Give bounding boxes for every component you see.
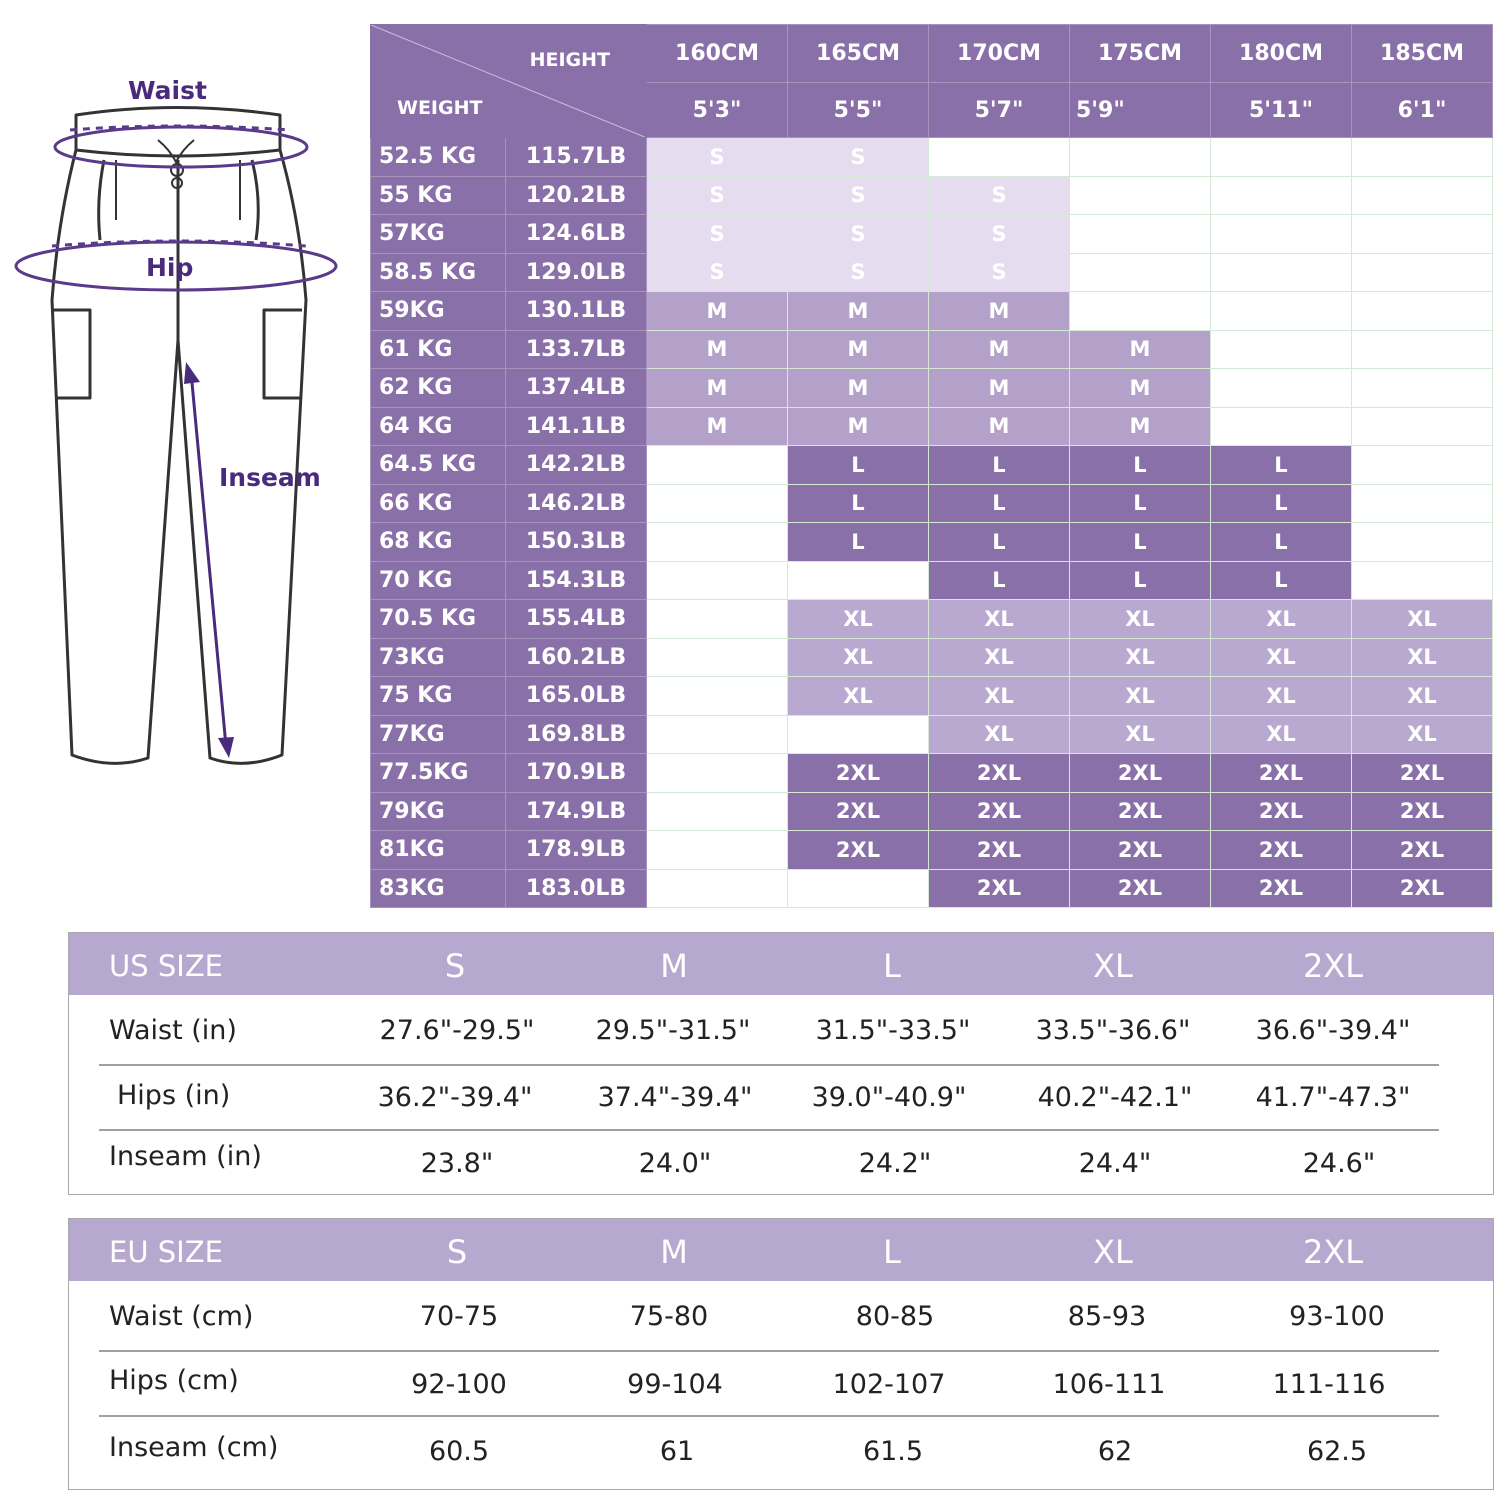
weight-kg: 75 KG	[371, 677, 506, 716]
size-cell: XL	[788, 677, 929, 716]
pants-diagram	[0, 60, 350, 800]
eu-size-col: XL	[1093, 1233, 1133, 1271]
size-cell: L	[1211, 523, 1352, 562]
size-cell	[1211, 176, 1352, 215]
size-cell	[1211, 407, 1352, 446]
us-size-col: XL	[1093, 947, 1133, 985]
size-cell	[1352, 561, 1493, 600]
eu-value: 62	[1097, 1436, 1133, 1467]
eu-value: 111-116	[1272, 1369, 1386, 1400]
weight-kg: 70.5 KG	[371, 600, 506, 639]
size-cell: 2XL	[788, 754, 929, 793]
size-cell: S	[929, 215, 1070, 254]
size-cell	[1211, 369, 1352, 408]
size-cell	[1352, 523, 1493, 562]
size-chart-grid	[370, 24, 1493, 908]
size-cell: L	[929, 484, 1070, 523]
height-ft-header: 5'3"	[647, 83, 788, 138]
weight-kg: 77.5KG	[371, 754, 506, 793]
size-cell: 2XL	[1070, 869, 1211, 908]
us-value: 24.6"	[1302, 1148, 1376, 1179]
height-ft-header: 5'11"	[1211, 83, 1352, 138]
height-cm-header: 160CM	[647, 25, 788, 83]
weight-lb: 130.1LB	[506, 292, 647, 331]
us-value: 40.2"-42.1"	[1037, 1082, 1193, 1113]
grid-row	[371, 484, 1493, 523]
grid-row	[371, 330, 1493, 369]
grid-row	[371, 407, 1493, 446]
size-cell	[1211, 138, 1352, 177]
us-size-col: 2XL	[1302, 947, 1364, 985]
eu-row-label: Inseam (cm)	[109, 1432, 279, 1463]
size-cell: 2XL	[1352, 792, 1493, 831]
size-cell: L	[929, 523, 1070, 562]
weight-kg: 81KG	[371, 831, 506, 870]
weight-lb: 137.4LB	[506, 369, 647, 408]
size-cell	[647, 600, 788, 639]
us-value: 24.4"	[1078, 1148, 1152, 1179]
eu-value: 80-85	[855, 1301, 935, 1332]
hip-label: Hip	[146, 253, 194, 282]
size-cell	[1211, 292, 1352, 331]
inseam-arrow-icon	[184, 362, 234, 758]
size-cell: M	[929, 407, 1070, 446]
size-cell: XL	[929, 638, 1070, 677]
us-row-label: Inseam (in)	[109, 1141, 262, 1172]
us-row-label: Waist (in)	[109, 1015, 237, 1046]
height-cm-header: 185CM	[1352, 25, 1493, 83]
weight-lb: 170.9LB	[506, 754, 647, 793]
us-size-table	[68, 932, 1494, 1195]
size-cell	[647, 484, 788, 523]
grid-row	[371, 677, 1493, 716]
drawstring-icon	[158, 140, 194, 188]
weight-kg: 57KG	[371, 215, 506, 254]
weight-kg: 68 KG	[371, 523, 506, 562]
size-cell: XL	[788, 600, 929, 639]
size-cell	[647, 638, 788, 677]
weight-kg: 61 KG	[371, 330, 506, 369]
size-cell: 2XL	[929, 869, 1070, 908]
size-cell	[788, 561, 929, 600]
us-size-header	[69, 933, 1493, 995]
grid-row	[371, 446, 1493, 485]
size-cell: 2XL	[929, 792, 1070, 831]
us-value: 36.6"-39.4"	[1255, 1015, 1411, 1046]
size-cell	[1352, 176, 1493, 215]
size-cell: XL	[1352, 638, 1493, 677]
size-cell: XL	[929, 715, 1070, 754]
size-cell: S	[647, 215, 788, 254]
weight-lb: 165.0LB	[506, 677, 647, 716]
row-divider	[99, 1064, 1439, 1066]
size-cell: L	[1211, 446, 1352, 485]
eu-value: 93-100	[1289, 1301, 1385, 1332]
grid-row	[371, 831, 1493, 870]
weight-lb: 160.2LB	[506, 638, 647, 677]
size-cell	[1352, 330, 1493, 369]
grid-row	[371, 792, 1493, 831]
size-cell	[1211, 330, 1352, 369]
size-cell: M	[788, 330, 929, 369]
weight-lb: 115.7LB	[506, 138, 647, 177]
size-cell	[1070, 292, 1211, 331]
size-cell: L	[788, 446, 929, 485]
size-cell: XL	[1352, 715, 1493, 754]
height-cm-header: 170CM	[929, 25, 1070, 83]
us-value: 24.2"	[858, 1148, 932, 1179]
height-ft-header: 5'9"	[1070, 83, 1211, 138]
size-cell: XL	[1352, 600, 1493, 639]
eu-size-col: M	[660, 1233, 688, 1271]
us-value: 27.6"-29.5"	[379, 1015, 535, 1046]
us-size-title: US SIZE	[109, 949, 224, 983]
size-cell: XL	[1352, 677, 1493, 716]
size-cell: XL	[1070, 715, 1211, 754]
size-cell	[647, 715, 788, 754]
size-cell	[647, 792, 788, 831]
size-cell: S	[647, 138, 788, 177]
size-cell	[1070, 176, 1211, 215]
size-cell: S	[788, 138, 929, 177]
us-value: 37.4"-39.4"	[597, 1082, 753, 1113]
weight-lb: 133.7LB	[506, 330, 647, 369]
grid-row	[371, 638, 1493, 677]
height-cm-header: 165CM	[788, 25, 929, 83]
eu-value: 102-107	[832, 1369, 946, 1400]
size-cell: 2XL	[1211, 792, 1352, 831]
size-cell: S	[788, 215, 929, 254]
size-cell	[1352, 215, 1493, 254]
us-size-col: M	[660, 947, 688, 985]
weight-kg: 73KG	[371, 638, 506, 677]
size-cell: M	[788, 407, 929, 446]
waist-label: Waist	[128, 76, 207, 105]
size-cell: XL	[929, 600, 1070, 639]
waist-measure-icon	[55, 127, 307, 167]
us-value: 24.0"	[638, 1148, 712, 1179]
size-cell: 2XL	[1211, 831, 1352, 870]
size-cell: 2XL	[788, 792, 929, 831]
weight-lb: 129.0LB	[506, 253, 647, 292]
size-cell: L	[1211, 561, 1352, 600]
weight-kg: 66 KG	[371, 484, 506, 523]
weight-kg: 83KG	[371, 869, 506, 908]
height-ft-header: 5'5"	[788, 83, 929, 138]
size-cell	[1211, 215, 1352, 254]
size-cell: XL	[1070, 638, 1211, 677]
weight-lb: 142.2LB	[506, 446, 647, 485]
size-cell: M	[647, 369, 788, 408]
size-cell: 2XL	[788, 831, 929, 870]
size-cell	[647, 446, 788, 485]
size-cell	[647, 561, 788, 600]
size-cell: L	[929, 446, 1070, 485]
eu-row-label: Hips (cm)	[109, 1365, 239, 1396]
weight-lb: 155.4LB	[506, 600, 647, 639]
size-cell: 2XL	[1070, 831, 1211, 870]
size-cell: M	[788, 292, 929, 331]
grid-row	[371, 754, 1493, 793]
size-cell: S	[929, 176, 1070, 215]
size-cell: 2XL	[929, 831, 1070, 870]
size-cell: XL	[929, 677, 1070, 716]
size-cell: 2XL	[1211, 869, 1352, 908]
size-cell: XL	[1211, 677, 1352, 716]
weight-kg: 62 KG	[371, 369, 506, 408]
weight-axis-label: WEIGHT	[397, 97, 483, 119]
weight-kg: 55 KG	[371, 176, 506, 215]
size-cell: 2XL	[1211, 754, 1352, 793]
size-cell: XL	[1070, 677, 1211, 716]
size-cell: 2XL	[1352, 869, 1493, 908]
size-cell	[1352, 253, 1493, 292]
us-value: 33.5"-36.6"	[1035, 1015, 1191, 1046]
weight-lb: 120.2LB	[506, 176, 647, 215]
us-value: 31.5"-33.5"	[815, 1015, 971, 1046]
us-value: 39.0"-40.9"	[811, 1082, 967, 1113]
weight-kg: 58.5 KG	[371, 253, 506, 292]
size-cell	[788, 715, 929, 754]
weight-kg: 77KG	[371, 715, 506, 754]
size-cell: M	[788, 369, 929, 408]
grid-row	[371, 369, 1493, 408]
grid-row	[371, 869, 1493, 908]
size-cell	[647, 831, 788, 870]
size-cell: 2XL	[1070, 792, 1211, 831]
us-value: 23.8"	[420, 1148, 494, 1179]
height-cm-header: 175CM	[1070, 25, 1211, 83]
size-cell: L	[929, 561, 1070, 600]
inseam-label: Inseam	[219, 463, 321, 492]
size-cell	[1352, 446, 1493, 485]
weight-kg: 59KG	[371, 292, 506, 331]
size-cell: 2XL	[1352, 754, 1493, 793]
size-cell: M	[1070, 369, 1211, 408]
weight-lb: 174.9LB	[506, 792, 647, 831]
eu-value: 85-93	[1067, 1301, 1147, 1332]
weight-kg: 64.5 KG	[371, 446, 506, 485]
size-cell: L	[1211, 484, 1352, 523]
size-cell: 2XL	[1352, 831, 1493, 870]
eu-value: 106-111	[1052, 1369, 1166, 1400]
grid-row	[371, 292, 1493, 331]
weight-lb: 150.3LB	[506, 523, 647, 562]
eu-size-title: EU SIZE	[109, 1235, 223, 1269]
size-cell	[1070, 253, 1211, 292]
row-divider	[99, 1129, 1439, 1131]
size-cell: L	[1070, 446, 1211, 485]
height-ft-header: 5'7"	[929, 83, 1070, 138]
size-cell: XL	[1070, 600, 1211, 639]
size-cell: 2XL	[1070, 754, 1211, 793]
size-cell: XL	[1211, 600, 1352, 639]
weight-kg: 79KG	[371, 792, 506, 831]
size-cell: S	[647, 176, 788, 215]
size-cell: S	[929, 253, 1070, 292]
size-cell	[647, 754, 788, 793]
grid-row	[371, 523, 1493, 562]
eu-value: 61	[659, 1436, 695, 1467]
size-cell: M	[647, 292, 788, 331]
size-cell: M	[647, 330, 788, 369]
size-cell: S	[788, 253, 929, 292]
size-cell	[1352, 138, 1493, 177]
grid-corner-header	[371, 25, 647, 138]
size-cell	[647, 869, 788, 908]
us-row-label: Hips (in)	[117, 1080, 231, 1111]
eu-value: 92-100	[411, 1369, 507, 1400]
weight-lb: 169.8LB	[506, 715, 647, 754]
weight-kg: 64 KG	[371, 407, 506, 446]
us-value: 29.5"-31.5"	[595, 1015, 751, 1046]
height-ft-header: 6'1"	[1352, 83, 1493, 138]
weight-kg: 70 KG	[371, 561, 506, 600]
pants-outline-icon	[52, 108, 306, 764]
size-cell: L	[1070, 484, 1211, 523]
eu-size-col: S	[446, 1233, 468, 1271]
size-cell: XL	[788, 638, 929, 677]
row-divider	[99, 1350, 1439, 1352]
size-cell	[929, 138, 1070, 177]
eu-size-col: 2XL	[1302, 1233, 1364, 1271]
size-cell: L	[788, 523, 929, 562]
grid-row	[371, 215, 1493, 254]
size-cell	[647, 523, 788, 562]
weight-lb: 178.9LB	[506, 831, 647, 870]
size-cell: L	[1070, 523, 1211, 562]
grid-row	[371, 253, 1493, 292]
eu-value: 99-104	[627, 1369, 723, 1400]
size-cell: L	[1070, 561, 1211, 600]
size-cell	[1211, 253, 1352, 292]
size-cell	[1352, 369, 1493, 408]
eu-value: 75-80	[629, 1301, 709, 1332]
weight-lb: 124.6LB	[506, 215, 647, 254]
size-cell	[1352, 484, 1493, 523]
eu-value: 70-75	[419, 1301, 499, 1332]
weight-lb: 183.0LB	[506, 869, 647, 908]
size-cell: M	[647, 407, 788, 446]
size-cell	[1070, 138, 1211, 177]
eu-value: 60.5	[428, 1436, 490, 1467]
weight-kg: 52.5 KG	[371, 138, 506, 177]
size-cell	[1352, 407, 1493, 446]
size-cell: XL	[1211, 715, 1352, 754]
height-cm-header: 180CM	[1211, 25, 1352, 83]
size-cell: 2XL	[929, 754, 1070, 793]
row-divider	[99, 1415, 1439, 1417]
eu-size-table	[68, 1218, 1494, 1490]
eu-row-label: Waist (cm)	[109, 1301, 254, 1332]
us-value: 36.2"-39.4"	[377, 1082, 533, 1113]
eu-value: 61.5	[862, 1436, 924, 1467]
eu-size-header	[69, 1219, 1493, 1281]
us-size-col: L	[883, 947, 901, 985]
eu-value: 62.5	[1306, 1436, 1368, 1467]
size-cell	[647, 677, 788, 716]
size-cell: L	[788, 484, 929, 523]
grid-row	[371, 600, 1493, 639]
size-cell: M	[1070, 330, 1211, 369]
us-size-col: S	[444, 947, 466, 985]
grid-row	[371, 138, 1493, 177]
height-axis-label: HEIGHT	[529, 49, 610, 71]
size-cell: XL	[1211, 638, 1352, 677]
size-cell: S	[647, 253, 788, 292]
size-cell: M	[929, 292, 1070, 331]
size-cell: M	[929, 369, 1070, 408]
weight-lb: 154.3LB	[506, 561, 647, 600]
size-cell	[788, 869, 929, 908]
size-cell: S	[788, 176, 929, 215]
eu-size-col: L	[883, 1233, 901, 1271]
size-cell	[1352, 292, 1493, 331]
size-cell: M	[929, 330, 1070, 369]
grid-row	[371, 176, 1493, 215]
grid-row	[371, 561, 1493, 600]
size-grid-body	[371, 138, 1493, 908]
size-cell	[1070, 215, 1211, 254]
weight-lb: 141.1LB	[506, 407, 647, 446]
weight-lb: 146.2LB	[506, 484, 647, 523]
us-value: 41.7"-47.3"	[1255, 1082, 1411, 1113]
grid-row	[371, 715, 1493, 754]
size-cell: M	[1070, 407, 1211, 446]
